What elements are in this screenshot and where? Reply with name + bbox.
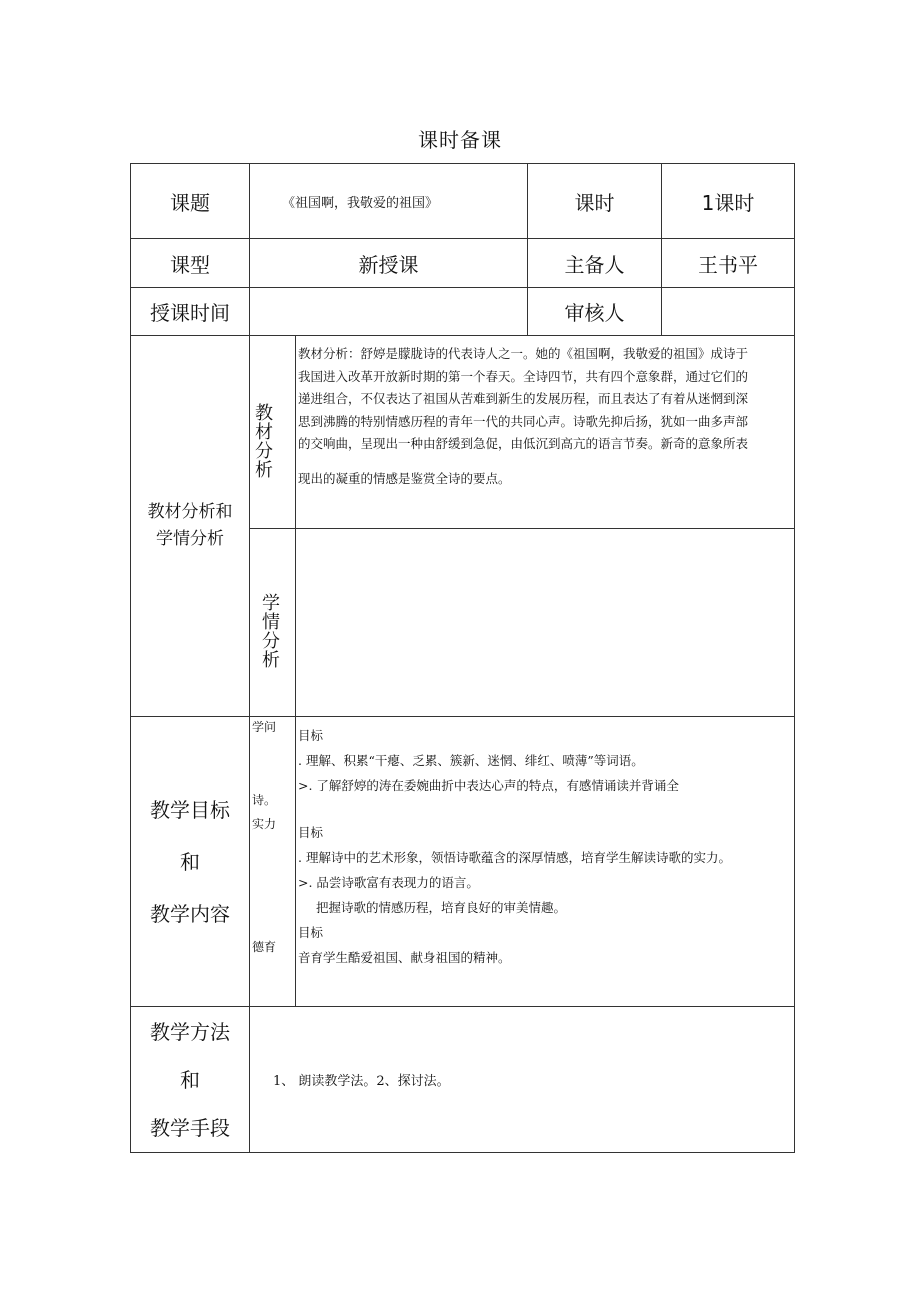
period-value: 1课时 <box>701 190 755 215</box>
time-value <box>250 288 527 335</box>
objectives-section-label: 教学目标 和 教学内容 <box>150 797 230 926</box>
type-label: 课型 <box>170 252 210 277</box>
objectives-text: 目标 . 理解、积累“干瘪、乏累、簇新、迷惘、绯红、喷薄”等词语。 >. 了解舒婷的涛在委婉曲折中表达心声的特点，有感情诵读并背诵全 目标 . 理解诗中的艺术形象，领悟诗歌蕴含的深厚情感，培育学生解读诗歌的实力。 >. 品尝诗歌富有表现力的语言。 把握诗歌的情感历程，培育良好的审美情趣。 目标 音育学生酷爱祖国、献身祖国的精神。 <box>298 728 731 965</box>
topic-label: 课题 <box>170 190 210 215</box>
time-label: 授课时间 <box>150 301 230 325</box>
preparer-label: 主备人 <box>564 252 625 277</box>
analysis-section-label <box>131 336 249 716</box>
material-analysis-label: 教 材 分 析 <box>255 403 273 481</box>
analysis-label-line2: 学情分析 <box>156 529 224 549</box>
preparer-value: 王书平 <box>698 252 758 277</box>
tag-knowledge: 学问 <box>252 720 277 734</box>
tag-poem: 诗。 <box>252 793 277 807</box>
methods-content: 1、 朗读教学法。2、探讨法。 <box>273 1074 450 1089</box>
analysis-label-line1: 教材分析和 <box>147 502 233 522</box>
methods-section-label: 教学方法 和 教学手段 <box>150 1019 230 1140</box>
reviewer-value <box>662 288 794 335</box>
period-label: 课时 <box>574 190 615 215</box>
type-value: 新授课 <box>358 252 419 277</box>
page-title: 课时备课 <box>418 128 502 152</box>
reviewer-label: 审核人 <box>564 301 625 325</box>
tag-ability: 实力 <box>252 817 277 831</box>
tag-moral: 德育 <box>252 940 277 954</box>
material-analysis-text: 教材分析：舒婷是朦胧诗的代表诗人之一。她的《祖国啊，我敬爱的祖国》成诗于 我国进入改革开放新时期的第一个春天。全诗四节，共有四个意象群，通过它们的 递进组合，不仅表达了祖国从苦难到新生的发展历程，而且表达了有着从迷惘到深 思到沸腾的特别情感历程的青年一代的共同心声。诗歌先抑后扬，犹如一曲多声部 的交响曲，呈现出一种由舒缓到急促，由低沉到高亢的语言节奏。新奇的意象所表 现出的凝重的情感是鉴赏全诗的要点。 <box>298 346 749 486</box>
topic-value: 《祖国啊，我敬爱的祖国》 <box>282 196 439 211</box>
student-analysis-label: 学 情 分 析 <box>262 593 280 671</box>
